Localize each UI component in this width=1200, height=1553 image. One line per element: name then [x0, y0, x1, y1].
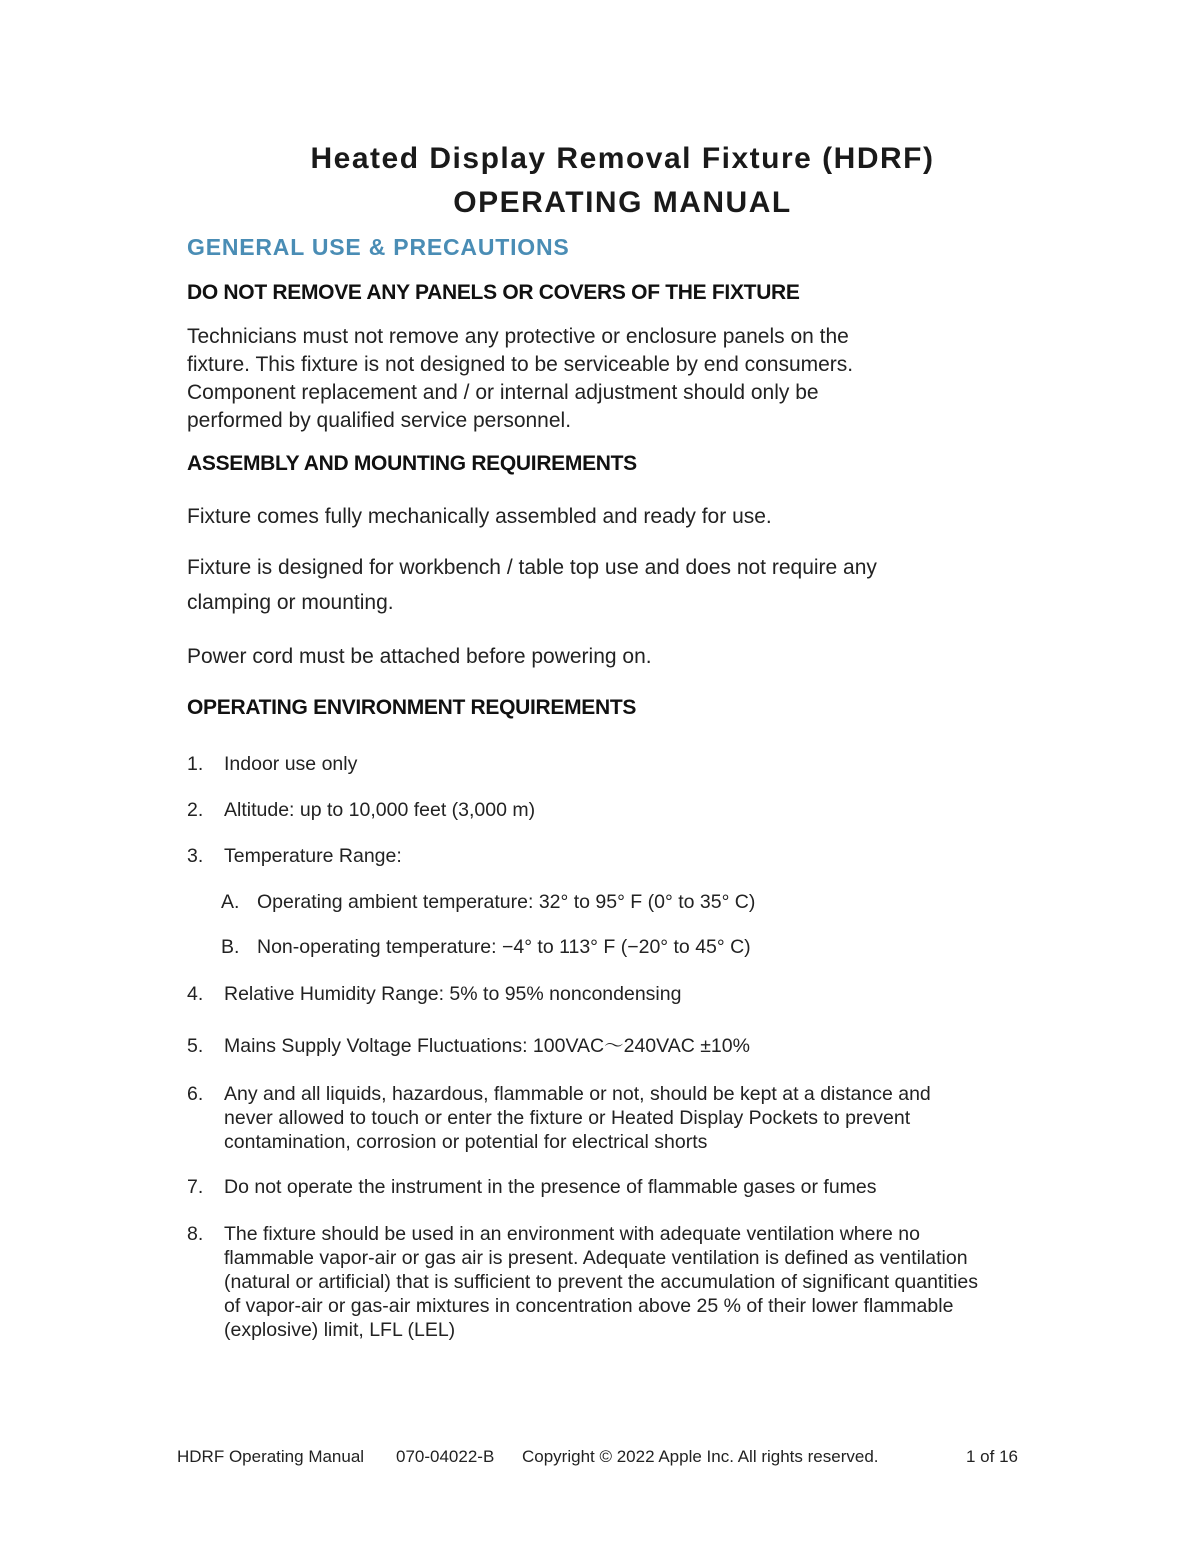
list-item-text: Altitude: up to 10,000 feet (3,000 m)	[224, 799, 536, 821]
list-item-text	[224, 1082, 1074, 1154]
list-item-line: The fixture should be used in an environment with adequate ventilation where no	[224, 1223, 920, 1245]
list-item-line: (explosive) limit, LFL (LEL)	[224, 1319, 456, 1341]
footer-page-number: 1 of 16	[966, 1447, 1018, 1466]
list-item-text: Relative Humidity Range: 5% to 95% noncondensing	[224, 983, 682, 1005]
panels-body-line: Component replacement and / or internal adjustment should only be	[187, 381, 819, 404]
assembly-para-3: Power cord must be attached before powering on.	[187, 645, 652, 668]
list-item-line: of vapor-air or gas-air mixtures in concentration above 25 % of their lower flammable	[224, 1295, 954, 1317]
footer-copyright: Copyright © 2022 Apple Inc. All rights reserved.	[522, 1447, 879, 1466]
environment-heading: OPERATING ENVIRONMENT REQUIREMENTS	[187, 696, 637, 719]
list-item-number: 6.	[187, 1083, 204, 1105]
list-item-number: 3.	[187, 845, 204, 867]
panels-body-line: performed by qualified service personnel.	[187, 409, 572, 432]
assembly-para-2-line: Fixture is designed for workbench / table top use and does not require any	[187, 556, 877, 579]
panels-heading: DO NOT REMOVE ANY PANELS OR COVERS OF THE FIXTURE	[187, 281, 800, 304]
assembly-heading: ASSEMBLY AND MOUNTING REQUIREMENTS	[187, 452, 637, 475]
sub-list-item-text: Operating ambient temperature: 32° to 95° F (0° to 35° C)	[257, 891, 756, 913]
list-item-text	[224, 1222, 1074, 1342]
list-item-text: Indoor use only	[224, 753, 358, 775]
assembly-para-1: Fixture comes fully mechanically assembled and ready for use.	[187, 505, 772, 528]
list-item-line: contamination, corrosion or potential for electrical shorts	[224, 1131, 708, 1153]
footer-doc-number: 070-04022-B	[396, 1447, 495, 1466]
sub-list-item-text: Non-operating temperature: −4° to 113° F (−20° to 45° C)	[257, 936, 751, 958]
sub-list-item-letter: A.	[221, 891, 240, 913]
section-heading: GENERAL USE & PRECAUTIONS	[187, 234, 570, 260]
panels-body-line: Technicians must not remove any protective or enclosure panels on the	[187, 325, 849, 348]
document-subtitle: OPERATING MANUAL	[453, 186, 792, 219]
list-item-text: Temperature Range:	[224, 845, 402, 867]
document-title: Heated Display Removal Fixture (HDRF)	[310, 142, 935, 175]
panels-body	[187, 323, 967, 435]
list-item-number: 4.	[187, 983, 204, 1005]
list-item-number: 7.	[187, 1176, 204, 1198]
assembly-para-2	[187, 550, 967, 620]
assembly-para-2-line: clamping or mounting.	[187, 591, 394, 614]
list-item-number: 8.	[187, 1223, 204, 1245]
list-item-line: (natural or artificial) that is sufficient to prevent the accumulation of significant quantities	[224, 1271, 979, 1293]
list-item-line: Any and all liquids, hazardous, flammable or not, should be kept at a distance and	[224, 1083, 931, 1105]
list-item-text: Mains Supply Voltage Fluctuations: 100VAC～240VAC ±10%	[224, 1035, 750, 1057]
list-item-text: Do not operate the instrument in the presence of flammable gases or fumes	[224, 1176, 877, 1198]
sub-list-item-letter: B.	[221, 936, 240, 958]
list-item-number: 1.	[187, 753, 204, 775]
list-item-line: flammable vapor-air or gas air is present. Adequate ventilation is defined as ventilation	[224, 1247, 968, 1269]
panels-body-line: fixture. This fixture is not designed to be serviceable by end consumers.	[187, 353, 854, 376]
list-item-number: 2.	[187, 799, 204, 821]
list-item-number: 5.	[187, 1035, 204, 1057]
footer-doc-name: HDRF Operating Manual	[177, 1447, 365, 1466]
list-item-line: never allowed to touch or enter the fixture or Heated Display Pockets to prevent	[224, 1107, 911, 1129]
